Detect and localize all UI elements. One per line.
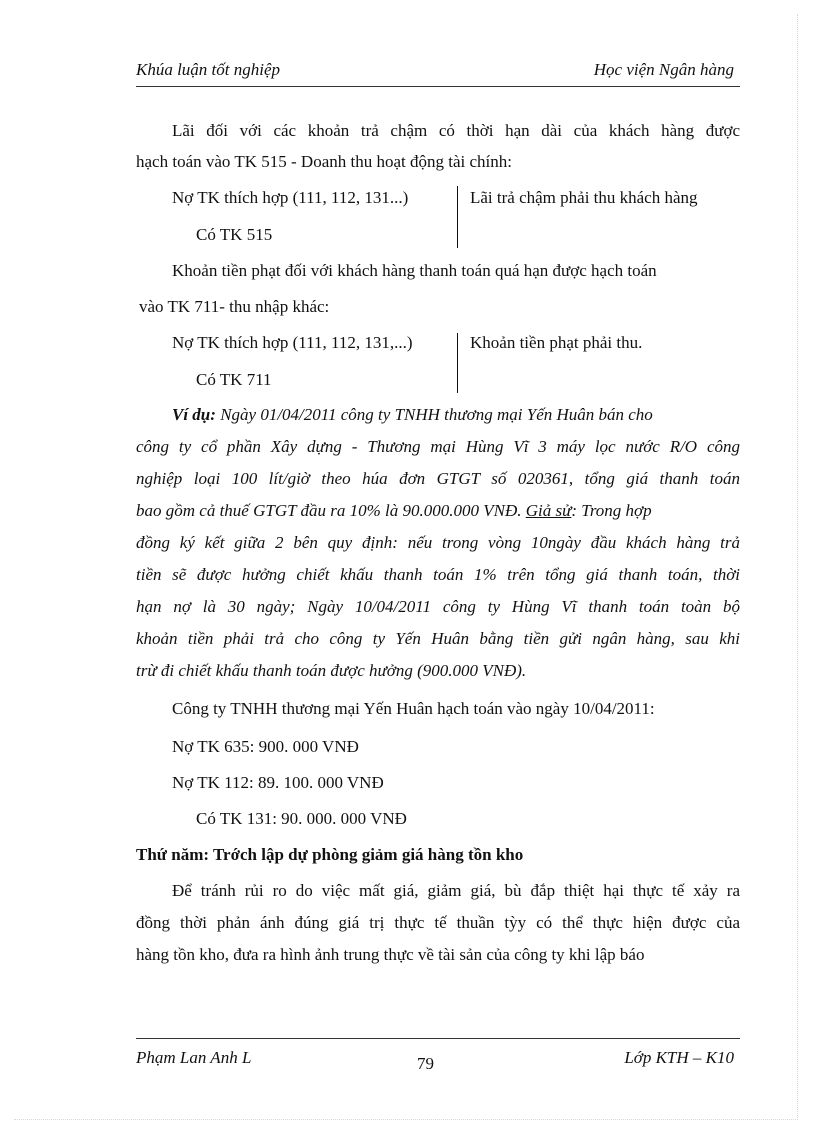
paragraph-line: hạch toán vào TK 515 - Doanh thu hoạt động tài chính: — [136, 152, 512, 171]
section-heading: Thứ năm: Trớch lập dự phòng giảm giá hàng tồn kho — [136, 845, 524, 864]
paragraph-line: hàng tồn kho, đưa ra hình ảnh trung thực về tài sản của công ty khi lập báo — [136, 945, 645, 964]
footer-rule — [136, 1038, 740, 1039]
example-text: bao gồm cả thuế GTGT đầu ra 10% là 90.000.000 VNĐ. — [136, 501, 526, 520]
journal-credit-131: Có TK 131: 90. 000. 000 VNĐ — [196, 809, 407, 828]
entry-description: Khoản tiền phạt phải thu. — [470, 333, 643, 352]
example-line-1 — [172, 404, 740, 426]
journal-debit-112: Nợ TK 112: 89. 100. 000 VNĐ — [172, 773, 384, 792]
entry-credit-line: Có TK 515 — [196, 225, 273, 244]
example-line: trừ đi chiết khấu thanh toán được hưởng (900.000 VNĐ). — [136, 661, 527, 680]
entry-debit-line: Nợ TK thích hợp (111, 112, 131...) — [172, 188, 409, 207]
entry-debit-line: Nợ TK thích hợp (111, 112, 131,...) — [172, 333, 413, 352]
company-entry-intro: Công ty TNHH thương mại Yến Huân hạch toán vào ngày 10/04/2011: — [172, 699, 655, 718]
assumption-label: Giả sử — [525, 501, 572, 520]
footer-author: Phạm Lan Anh L — [136, 1048, 252, 1067]
example-line: tiền sẽ được hưởng chiết khấu thanh toán 1% trên tổng giá thanh toán, thời — [136, 565, 740, 584]
header-thesis-title: Khúa luận tốt nghiệp — [136, 60, 281, 79]
footer-class: Lớp KTH – K10 — [624, 1048, 734, 1067]
example-text: Ngày 01/04/2011 công ty TNHH thương mại Yến Huân bán cho — [215, 405, 653, 424]
example-text: : Trong hợp — [571, 501, 652, 520]
journal-debit-635: Nợ TK 635: 900. 000 VNĐ — [172, 737, 359, 756]
example-line: nghiệp loại 100 lít/giờ theo húa đơn GTGT số 020361, tổng giá thanh toán — [136, 469, 740, 488]
entry-description: Lãi trả chậm phải thu khách hàng — [470, 188, 698, 207]
example-line: hạn nợ là 30 ngày; Ngày 10/04/2011 công ty Hùng Vĩ thanh toán toàn bộ — [136, 597, 740, 616]
example-line: đồng ký kết giữa 2 bên quy định: nếu trong vòng 10ngày đầu khách hàng trả — [136, 533, 740, 552]
paragraph-line: vào TK 711- thu nhập khác: — [139, 297, 330, 316]
page-number: 79 — [417, 1054, 434, 1073]
paragraph-line: Khoản tiền phạt đối với khách hàng thanh toán quá hạn được hạch toán — [172, 261, 657, 280]
entry-credit-line: Có TK 711 — [196, 370, 272, 389]
entry-divider — [457, 186, 458, 248]
paragraph-line: Lãi đối với các khoản trả chậm có thời hạn dài của khách hàng được — [172, 121, 740, 140]
header-institution: Học viện Ngân hàng — [593, 60, 734, 79]
page-header — [136, 58, 740, 87]
example-line: công ty cổ phần Xây dựng - Thương mại Hùng Vĩ 3 máy lọc nước R/O công — [136, 437, 740, 456]
example-line-4 — [136, 500, 740, 522]
paragraph-line: đồng thời phản ánh đúng giá trị thực tế thuần tỳy có thể thực hiện được của — [136, 913, 740, 932]
example-label: Ví dụ: — [172, 405, 216, 424]
example-line: khoản tiền phải trả cho công ty Yến Huân bằng tiền gửi ngân hàng, sau khi — [136, 629, 740, 648]
paragraph-line: Để tránh rủi ro do việc mất giá, giảm giá, bù đắp thiệt hại thực tế xảy ra — [172, 881, 740, 900]
entry-divider — [457, 333, 458, 393]
